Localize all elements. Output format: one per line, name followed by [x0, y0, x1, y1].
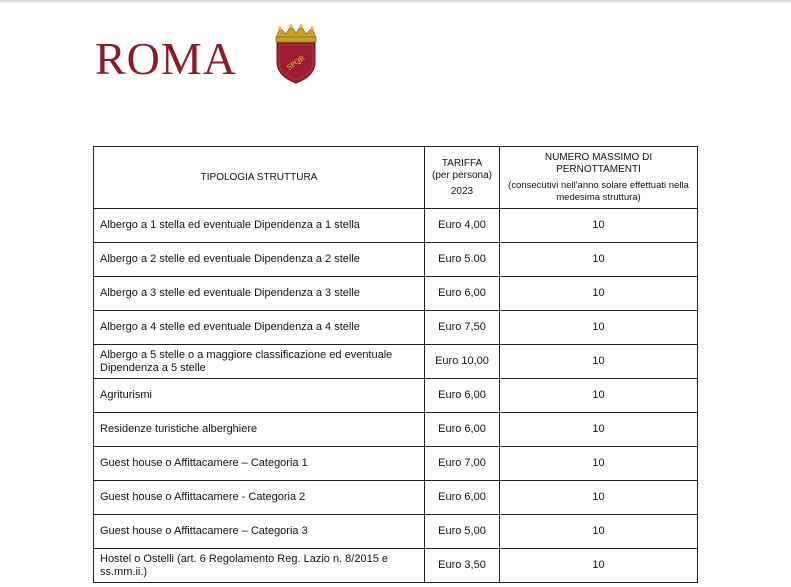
spqr-crest-logo: [272, 24, 320, 84]
table-row: [94, 209, 698, 243]
header-tariffa-title: TARIFFA: [441, 157, 483, 169]
cell-max-pernottamenti: 10: [500, 311, 698, 345]
table-row: [94, 277, 698, 311]
header-tipologia: TIPOLOGIA STRUTTURA: [94, 147, 425, 209]
cell-tipologia: Guest house o Affittacamere - Categoria 2: [94, 481, 425, 515]
cell-tipologia: Residenze turistiche alberghiere: [94, 413, 425, 447]
cell-max-pernottamenti: 10: [500, 481, 698, 515]
cell-tariffa: Euro 5,00: [425, 515, 500, 549]
cell-tariffa: Euro 7,50: [425, 311, 500, 345]
cell-tariffa: Euro 4,00: [425, 209, 500, 243]
cell-tariffa: Euro 7,00: [425, 447, 500, 481]
cell-tipologia: Hostel o Ostelli (art. 6 Regolamento Reg. Lazio n. 8/2015 e ss.mm.ii.): [94, 549, 425, 583]
tariff-table: [93, 146, 698, 583]
table-header-row: [94, 147, 698, 209]
cell-max-pernottamenti: 10: [500, 515, 698, 549]
table-row: [94, 379, 698, 413]
cell-max-pernottamenti: 10: [500, 209, 698, 243]
table-row: [94, 345, 698, 379]
crest-lettering: SPQR: [284, 53, 307, 73]
cell-tipologia: Guest house o Affittacamere – Categoria 1: [94, 447, 425, 481]
viewer-top-edge: [0, 0, 791, 3]
table-row: [94, 515, 698, 549]
cell-tariffa: Euro 3,50: [425, 549, 500, 583]
table-row: [94, 243, 698, 277]
cell-max-pernottamenti: 10: [500, 345, 698, 379]
header-max-pernottamenti: [500, 147, 698, 209]
cell-tipologia: Agriturismi: [94, 379, 425, 413]
header-tariffa-note: (per persona): [431, 169, 493, 181]
table-row: [94, 481, 698, 515]
cell-max-pernottamenti: 10: [500, 413, 698, 447]
cell-tariffa: Euro 10,00: [425, 345, 500, 379]
cell-tariffa: Euro 6,00: [425, 277, 500, 311]
cell-tipologia: Albergo a 4 stelle ed eventuale Dipendenza a 4 stelle: [94, 311, 425, 345]
cell-tariffa: Euro 6,00: [425, 379, 500, 413]
header-tariffa-year: 2023: [450, 185, 474, 197]
table-row: [94, 311, 698, 345]
cell-tipologia: Guest house o Affittacamere – Categoria 3: [94, 515, 425, 549]
cell-max-pernottamenti: 10: [500, 277, 698, 311]
table-row: [94, 447, 698, 481]
cell-max-pernottamenti: 10: [500, 447, 698, 481]
cell-tipologia: Albergo a 1 stella ed eventuale Dipendenza a 1 stella: [94, 209, 425, 243]
roma-logo-text: ROMA: [95, 33, 238, 84]
header-max-note: (consecutivi nell'anno solare effettuati nella medesima struttura): [508, 179, 689, 203]
cell-tipologia: Albergo a 2 stelle ed eventuale Dipendenza a 2 stelle: [94, 243, 425, 277]
cell-max-pernottamenti: 10: [500, 549, 698, 583]
cell-tariffa: Euro 5.00: [425, 243, 500, 277]
table-row: [94, 413, 698, 447]
cell-tariffa: Euro 6,00: [425, 413, 500, 447]
header-tariffa: [425, 147, 500, 209]
cell-max-pernottamenti: 10: [500, 379, 698, 413]
table-row: [94, 549, 698, 583]
cell-tipologia: Albergo a 5 stelle o a maggiore classificazione ed eventuale Dipendenza a 5 stelle: [94, 345, 425, 379]
header-max-title: NUMERO MASSIMO DI PERNOTTAMENTI: [544, 151, 653, 175]
cell-tipologia: Albergo a 3 stelle ed eventuale Dipendenza a 3 stelle: [94, 277, 425, 311]
cell-max-pernottamenti: 10: [500, 243, 698, 277]
cell-tariffa: Euro 6,00: [425, 481, 500, 515]
